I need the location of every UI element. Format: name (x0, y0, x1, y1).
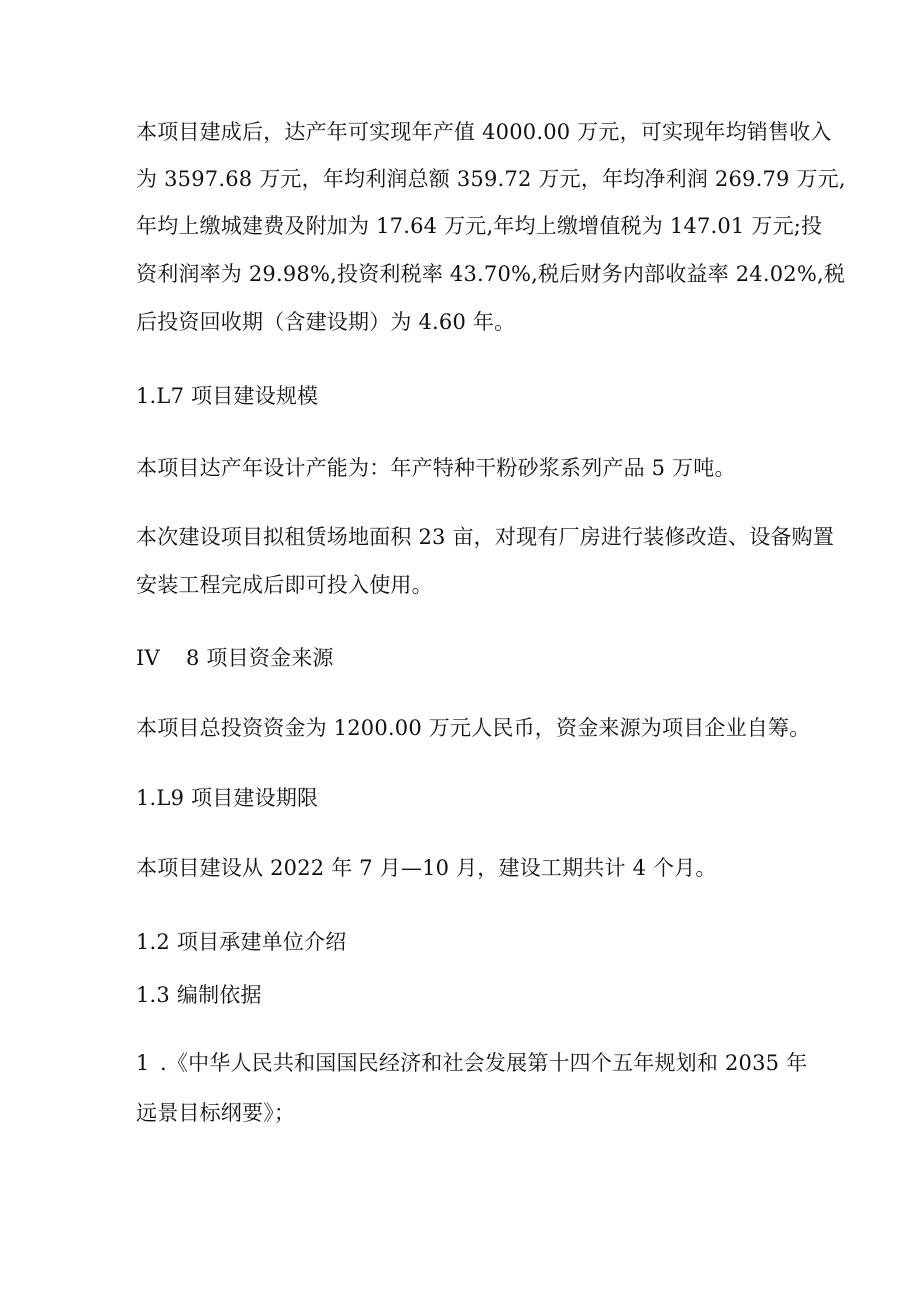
basis-item-1-line-2: 远景目标纲要》； (136, 1101, 296, 1125)
summary-line-4: 资利润率为 29.98%,投资利税率 43.70%,税后财务内部收益率 24.02%,税 (136, 262, 846, 286)
heading-construction-period: 1.L9 项目建设期限 (136, 786, 319, 810)
heading-construction-scale: 1.L7 项目建设规模 (136, 384, 319, 408)
heading-contractor-intro: 1.2 项目承建单位介绍 (136, 930, 347, 954)
heading-funding-source: 8 项目资金来源 (186, 646, 334, 670)
summary-line-2: 为 3597.68 万元，年均利润总额 359.72 万元，年均净利润 269.79 万元, (136, 167, 846, 191)
summary-line-5: 后投资回收期（含建设期）为 4.60 年。 (136, 310, 516, 334)
basis-item-1-line-1: .《中华人民共和国国民经济和社会发展第十四个五年规划和 2035 年 (160, 1051, 808, 1075)
site-line-2: 安装工程完成后即可投入使用。 (136, 573, 433, 597)
period-paragraph: 本项目建设从 2022 年 7 月—10 月，建设工期共计 4 个月。 (136, 856, 717, 880)
summary-line-1: 本项目建成后，达产年可实现年产值 4000.00 万元，可实现年均销售收入 (136, 120, 832, 144)
heading-compilation-basis: 1.3 编制依据 (136, 983, 262, 1007)
funding-paragraph: 本项目总投资资金为 1200.00 万元人民币，资金来源为项目企业自筹。 (136, 716, 811, 740)
capacity-paragraph: 本项目达产年设计产能为：年产特种干粉砂浆系列产品 5 万吨。 (136, 456, 736, 480)
summary-line-3: 年均上缴城建费及附加为 17.64 万元,年均上缴增值税为 147.01 万元;投 (136, 214, 823, 238)
heading-funding-source-prefix: IV (136, 646, 160, 670)
site-line-1: 本次建设项目拟租赁场地面积 23 亩，对现有厂房进行装修改造、设备购置 (136, 525, 835, 549)
basis-item-1-number: 1 (136, 1051, 150, 1075)
